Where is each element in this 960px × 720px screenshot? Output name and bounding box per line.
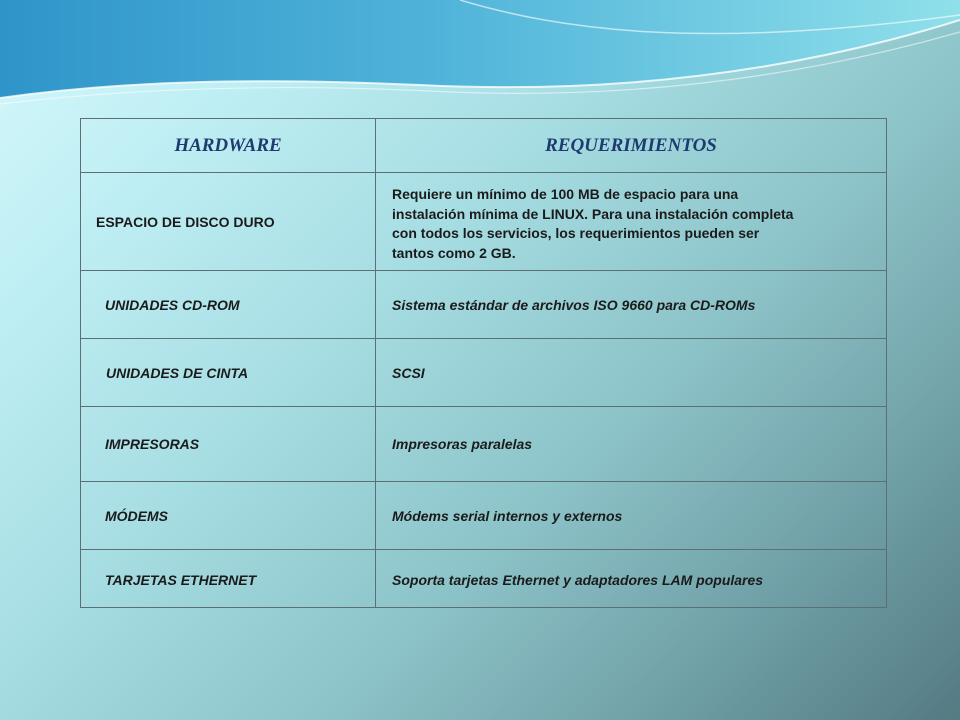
requirement-printers: Impresoras paralelas <box>392 436 533 452</box>
requirement-line: Requiere un mínimo de 100 MB de espacio para una <box>392 186 739 202</box>
hardware-ethernet: TARJETAS ETHERNET <box>105 572 257 588</box>
hardware-disk-space: ESPACIO DE DISCO DURO <box>96 213 275 230</box>
requirement-line: tantos como 2 GB. <box>392 244 516 261</box>
requirement-ethernet: Soporta tarjetas Ethernet y adaptadores LAM populares <box>392 572 764 588</box>
header-hardware: HARDWARE <box>174 134 282 156</box>
column-divider <box>375 119 376 607</box>
hardware-modems: MÓDEMS <box>105 507 168 524</box>
hardware-tape: UNIDADES DE CINTA <box>106 364 249 381</box>
requirements-table <box>80 118 887 608</box>
requirement-tape: SCSI <box>392 364 425 381</box>
requirement-cdrom: Sistema estándar de archivos ISO 9660 para CD-ROMs <box>392 296 756 313</box>
requirement-modems: Módems serial internos y externos <box>392 507 623 524</box>
hardware-cdrom: UNIDADES CD-ROM <box>105 296 240 313</box>
requirement-line: instalación mínima de LINUX. Para una instalación completa <box>392 205 794 222</box>
hardware-printers: IMPRESORAS <box>105 436 200 452</box>
header-requirements: REQUERIMIENTOS <box>545 134 717 156</box>
requirement-line: con todos los servicios, los requerimientos pueden ser <box>392 225 760 241</box>
requirement-disk-space <box>392 185 793 263</box>
